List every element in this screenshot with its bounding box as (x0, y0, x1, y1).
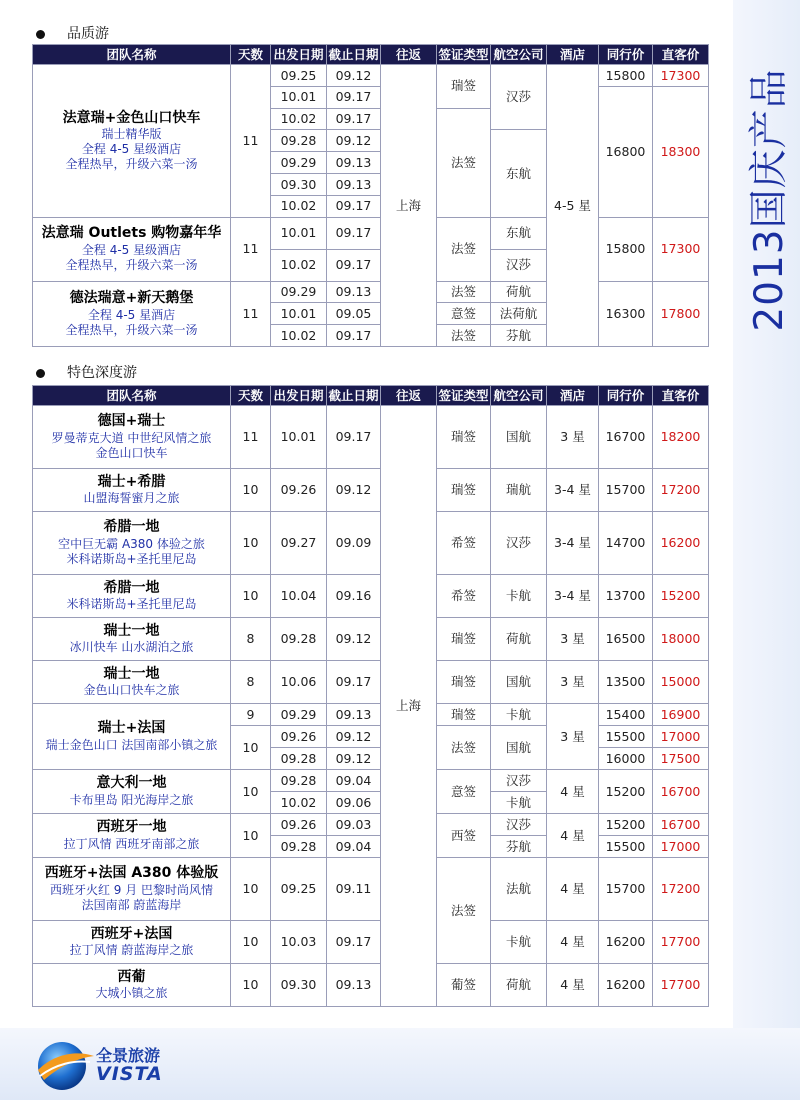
depart-date: 10.03 (271, 921, 327, 964)
depart-date: 10.01 (271, 217, 327, 249)
retail-price: 17200 (653, 469, 709, 512)
depart-date: 09.30 (271, 173, 327, 195)
deadline-date: 09.16 (327, 575, 381, 618)
header-cell: 酒店 (547, 386, 599, 406)
depart-date: 10.02 (271, 249, 327, 281)
days-cell: 10 (231, 726, 271, 770)
hotel-cell: 4 星 (547, 921, 599, 964)
days-cell: 10 (231, 512, 271, 575)
tour-subtitle: 全程热早，升级六菜一汤 (65, 322, 198, 337)
tour-name: 德法瑞意+新天鹅堡 (69, 290, 194, 307)
retail-price: 16900 (653, 704, 709, 726)
days-cell: 10 (231, 858, 271, 921)
visa-cell: 法签 (437, 325, 491, 347)
tour-subtitle: 全程 4-5 星级酒店 (81, 142, 182, 157)
hotel-cell: 3 星 (547, 618, 599, 661)
deadline-date: 09.05 (327, 303, 381, 325)
agent-price: 15200 (599, 770, 653, 814)
airline-cell: 汉莎 (491, 249, 547, 281)
airline-cell: 芬航 (491, 325, 547, 347)
table-row (33, 618, 709, 661)
visa-cell: 瑞签 (437, 618, 491, 661)
agent-price: 16200 (599, 964, 653, 1007)
airline-cell: 荷航 (491, 964, 547, 1007)
depart-date: 09.26 (271, 726, 327, 748)
header-cell: 团队名称 (33, 386, 231, 406)
table-row (33, 281, 709, 303)
tour-name: 德国+瑞士 (97, 413, 166, 430)
tour-name-cell (33, 217, 231, 281)
airline-cell: 荷航 (491, 618, 547, 661)
table-header-row (33, 45, 709, 65)
deadline-date: 09.13 (327, 704, 381, 726)
origin-cell: 上海 (381, 65, 437, 347)
hotel-cell: 3-4 星 (547, 469, 599, 512)
header-cell: 团队名称 (33, 45, 231, 65)
tour-subtitle: 山盟海誓蜜月之旅 (83, 491, 180, 506)
airline-cell: 国航 (491, 406, 547, 469)
tour-name: 西班牙+法国 (90, 925, 173, 942)
airline-cell: 荷航 (491, 281, 547, 303)
airline-cell: 国航 (491, 661, 547, 704)
retail-price: 17200 (653, 858, 709, 921)
table-row (33, 469, 709, 512)
hotel-cell: 4 星 (547, 964, 599, 1007)
depart-date: 09.25 (271, 858, 327, 921)
airline-cell: 汉莎 (491, 65, 547, 130)
deadline-date: 09.13 (327, 964, 381, 1007)
days-cell: 10 (231, 814, 271, 858)
visa-cell: 瑞签 (437, 661, 491, 704)
deadline-date: 09.17 (327, 108, 381, 130)
tour-name: 瑞士一地 (103, 622, 160, 639)
days-cell: 10 (231, 469, 271, 512)
logo-en-text: VISTA (96, 1063, 163, 1085)
tour-name: 瑞士+法国 (97, 720, 166, 737)
visa-cell: 瑞签 (437, 406, 491, 469)
header-cell: 往返 (381, 386, 437, 406)
agent-price: 16300 (599, 281, 653, 346)
visa-cell: 西签 (437, 814, 491, 858)
agent-price: 15400 (599, 704, 653, 726)
airline-cell: 汉莎 (491, 770, 547, 792)
visa-cell: 希签 (437, 575, 491, 618)
tour-name-cell (33, 575, 231, 618)
deadline-date: 09.12 (327, 469, 381, 512)
visa-cell: 法签 (437, 858, 491, 964)
header-cell: 出发日期 (271, 386, 327, 406)
tour-name-cell (33, 406, 231, 469)
retail-price: 17700 (653, 921, 709, 964)
deadline-date: 09.17 (327, 325, 381, 347)
retail-price: 18200 (653, 406, 709, 469)
table-row (33, 704, 709, 726)
tour-subtitle: 全程热早，升级六菜一汤 (65, 157, 198, 172)
tour-name-cell (33, 469, 231, 512)
days-cell: 10 (231, 575, 271, 618)
depart-date: 09.27 (271, 512, 327, 575)
airline-cell: 瑞航 (491, 469, 547, 512)
deadline-date: 09.13 (327, 152, 381, 174)
deadline-date: 09.17 (327, 921, 381, 964)
tour-subtitle: 大城小镇之旅 (95, 986, 168, 1001)
hotel-cell: 4 星 (547, 814, 599, 858)
origin-cell: 上海 (381, 406, 437, 1007)
retail-price: 16200 (653, 512, 709, 575)
retail-price: 15000 (653, 661, 709, 704)
header-cell: 酒店 (547, 45, 599, 65)
section-title: 品质游 (67, 26, 109, 42)
tour-name-cell (33, 858, 231, 921)
deadline-date: 09.17 (327, 86, 381, 108)
bullet-icon (36, 30, 45, 39)
airline-cell: 卡航 (491, 921, 547, 964)
tour-subtitle: 全程 4-5 星酒店 (87, 307, 176, 322)
header-cell: 航空公司 (491, 45, 547, 65)
days-cell: 11 (231, 281, 271, 346)
tour-name: 西葡 (117, 968, 146, 985)
retail-price: 18300 (653, 86, 709, 217)
visa-cell: 法签 (437, 281, 491, 303)
days-cell: 11 (231, 406, 271, 469)
tour-subtitle: 拉丁风情 西班牙南部之旅 (63, 836, 200, 851)
header-cell: 同行价 (599, 386, 653, 406)
agent-price: 14700 (599, 512, 653, 575)
section-heading-quality (36, 23, 109, 43)
tour-name-cell (33, 618, 231, 661)
agent-price: 15700 (599, 858, 653, 921)
tour-subtitle: 全程热早，升级六菜一汤 (65, 257, 198, 272)
tour-name-cell (33, 921, 231, 964)
tour-name-cell (33, 512, 231, 575)
table-header-row (33, 386, 709, 406)
agent-price: 13700 (599, 575, 653, 618)
tour-name-cell (33, 281, 231, 346)
tour-subtitle: 全程 4-5 星级酒店 (81, 242, 182, 257)
agent-price: 16500 (599, 618, 653, 661)
tour-subtitle: 拉丁风情 蔚蓝海岸之旅 (69, 943, 194, 958)
visa-cell: 瑞签 (437, 704, 491, 726)
depart-date: 09.28 (271, 748, 327, 770)
days-cell: 8 (231, 661, 271, 704)
header-cell: 天数 (231, 386, 271, 406)
agent-price: 15500 (599, 836, 653, 858)
brochure-title: 2013国庆产品 (747, 68, 792, 332)
deadline-date: 09.17 (327, 661, 381, 704)
visa-cell: 希签 (437, 512, 491, 575)
airline-cell: 卡航 (491, 575, 547, 618)
airline-cell: 汉莎 (491, 814, 547, 836)
airline-cell: 法荷航 (491, 303, 547, 325)
depart-date: 09.29 (271, 152, 327, 174)
header-cell: 直客价 (653, 386, 709, 406)
airline-cell: 法航 (491, 858, 547, 921)
hotel-cell: 4 星 (547, 858, 599, 921)
deadline-date: 09.09 (327, 512, 381, 575)
agent-price: 16200 (599, 921, 653, 964)
table-row (33, 406, 709, 469)
agent-price: 15500 (599, 726, 653, 748)
visa-cell: 意签 (437, 770, 491, 814)
tour-subtitle: 瑞士金色山口 法国南部小镇之旅 (45, 737, 218, 752)
tour-subtitle: 瑞士精华版 (101, 127, 162, 142)
days-cell: 9 (231, 704, 271, 726)
airline-cell: 国航 (491, 726, 547, 770)
depart-date: 09.26 (271, 814, 327, 836)
retail-price: 17000 (653, 836, 709, 858)
table-row (33, 858, 709, 921)
visa-cell: 意签 (437, 303, 491, 325)
retail-price: 17500 (653, 748, 709, 770)
deadline-date: 09.04 (327, 770, 381, 792)
agent-price: 15800 (599, 65, 653, 87)
header-cell: 同行价 (599, 45, 653, 65)
depart-date: 09.29 (271, 704, 327, 726)
depart-date: 10.02 (271, 195, 327, 217)
retail-price: 16700 (653, 814, 709, 836)
hotel-cell: 4-5 星 (547, 65, 599, 347)
agent-price: 16000 (599, 748, 653, 770)
table-row (33, 661, 709, 704)
logo-cn-text: 全景旅游 (96, 1046, 161, 1065)
airline-cell: 卡航 (491, 704, 547, 726)
retail-price: 18000 (653, 618, 709, 661)
days-cell: 11 (231, 217, 271, 281)
tour-name-cell (33, 770, 231, 814)
days-cell: 8 (231, 618, 271, 661)
deadline-date: 09.12 (327, 65, 381, 87)
deadline-date: 09.06 (327, 792, 381, 814)
tour-subtitle: 米科诺斯岛+圣托里尼岛 (66, 551, 197, 566)
agent-price: 15200 (599, 814, 653, 836)
retail-price: 17000 (653, 726, 709, 748)
header-cell: 截止日期 (327, 386, 381, 406)
depart-date: 10.02 (271, 108, 327, 130)
visa-cell: 瑞签 (437, 469, 491, 512)
visa-cell: 法签 (437, 108, 491, 217)
tour-subtitle: 罗曼蒂克大道 中世纪风情之旅 (51, 430, 212, 445)
depart-date: 10.02 (271, 792, 327, 814)
header-cell: 签证类型 (437, 386, 491, 406)
deadline-date: 09.13 (327, 173, 381, 195)
header-cell: 签证类型 (437, 45, 491, 65)
agent-price: 15700 (599, 469, 653, 512)
tour-subtitle: 米科诺斯岛+圣托里尼岛 (66, 597, 197, 612)
days-cell: 11 (231, 65, 271, 218)
retail-price: 17300 (653, 65, 709, 87)
depart-date: 09.30 (271, 964, 327, 1007)
deadline-date: 09.04 (327, 836, 381, 858)
days-cell: 10 (231, 770, 271, 814)
deadline-date: 09.13 (327, 281, 381, 303)
deadline-date: 09.17 (327, 195, 381, 217)
retail-price: 16700 (653, 770, 709, 814)
tour-name: 西班牙+法国 A380 体验版 (44, 865, 219, 882)
tour-name: 意大利一地 (96, 775, 167, 792)
header-cell: 航空公司 (491, 386, 547, 406)
depart-date: 09.28 (271, 130, 327, 152)
tour-name: 瑞士+希腊 (97, 473, 166, 490)
deadline-date: 09.11 (327, 858, 381, 921)
tour-name: 希腊一地 (103, 579, 160, 596)
section-title: 特色深度游 (67, 365, 137, 381)
header-cell: 直客价 (653, 45, 709, 65)
deadline-date: 09.03 (327, 814, 381, 836)
bullet-icon (36, 369, 45, 378)
retail-price: 17700 (653, 964, 709, 1007)
days-cell: 10 (231, 921, 271, 964)
table-row (33, 65, 709, 87)
tour-subtitle: 空中巨无霸 A380 体验之旅 (58, 536, 205, 551)
depart-date: 10.01 (271, 406, 327, 469)
tour-name: 希腊一地 (103, 519, 160, 536)
deadline-date: 09.17 (327, 217, 381, 249)
hotel-cell: 3-4 星 (547, 575, 599, 618)
table-row (33, 964, 709, 1007)
tour-name: 法意瑞 Outlets 购物嘉年华 (41, 225, 222, 242)
quality-tour-table (32, 44, 709, 347)
tour-subtitle: 金色山口快车之旅 (83, 683, 180, 698)
tour-name: 西班牙一地 (96, 819, 167, 836)
tour-subtitle: 卡布里岛 阳光海岸之旅 (69, 792, 194, 807)
table-row (33, 575, 709, 618)
deadline-date: 09.12 (327, 726, 381, 748)
retail-price: 17800 (653, 281, 709, 346)
hotel-cell: 4 星 (547, 770, 599, 814)
retail-price: 17300 (653, 217, 709, 281)
depart-date: 10.01 (271, 86, 327, 108)
tour-name-cell (33, 814, 231, 858)
tour-subtitle: 法国南部 蔚蓝海岸 (81, 897, 182, 912)
airline-cell: 芬航 (491, 836, 547, 858)
tour-name-cell (33, 65, 231, 218)
retail-price: 15200 (653, 575, 709, 618)
tour-subtitle: 冰川快车 山水湖泊之旅 (69, 640, 194, 655)
tour-subtitle: 西班牙火红 9 月 巴黎时尚风情 (49, 882, 214, 897)
deadline-date: 09.12 (327, 748, 381, 770)
header-cell: 往返 (381, 45, 437, 65)
agent-price: 13500 (599, 661, 653, 704)
depart-date: 10.04 (271, 575, 327, 618)
airline-cell: 东航 (491, 217, 547, 249)
table-row (33, 814, 709, 836)
visa-cell: 葡签 (437, 964, 491, 1007)
depart-date: 10.02 (271, 325, 327, 347)
feature-tour-table (32, 385, 709, 1007)
agent-price: 15800 (599, 217, 653, 281)
table-row (33, 921, 709, 964)
depart-date: 09.28 (271, 770, 327, 792)
agent-price: 16700 (599, 406, 653, 469)
visa-cell: 法签 (437, 217, 491, 281)
hotel-cell: 3 星 (547, 406, 599, 469)
header-cell: 出发日期 (271, 45, 327, 65)
hotel-cell: 3-4 星 (547, 512, 599, 575)
visa-cell: 瑞签 (437, 65, 491, 109)
deadline-date: 09.12 (327, 130, 381, 152)
depart-date: 09.28 (271, 618, 327, 661)
depart-date: 09.28 (271, 836, 327, 858)
tour-name-cell (33, 964, 231, 1007)
airline-cell: 汉莎 (491, 512, 547, 575)
tour-name: 瑞士一地 (103, 665, 160, 682)
header-cell: 截止日期 (327, 45, 381, 65)
deadline-date: 09.12 (327, 618, 381, 661)
tour-name: 法意瑞+金色山口快车 (62, 109, 201, 126)
airline-cell: 东航 (491, 130, 547, 217)
section-heading-feature (36, 362, 137, 382)
days-cell: 10 (231, 964, 271, 1007)
hotel-cell: 3 星 (547, 661, 599, 704)
table-row (33, 770, 709, 792)
visa-cell: 法签 (437, 726, 491, 770)
deadline-date: 09.17 (327, 249, 381, 281)
hotel-cell: 3 星 (547, 704, 599, 770)
deadline-date: 09.17 (327, 406, 381, 469)
header-cell: 天数 (231, 45, 271, 65)
tour-name-cell (33, 661, 231, 704)
depart-date: 09.25 (271, 65, 327, 87)
depart-date: 09.26 (271, 469, 327, 512)
table-row (33, 512, 709, 575)
tour-name-cell (33, 704, 231, 770)
tour-subtitle: 金色山口快车 (95, 445, 168, 460)
airline-cell: 卡航 (491, 792, 547, 814)
depart-date: 09.29 (271, 281, 327, 303)
agent-price: 16800 (599, 86, 653, 217)
depart-date: 10.01 (271, 303, 327, 325)
depart-date: 10.06 (271, 661, 327, 704)
table-row (33, 217, 709, 249)
